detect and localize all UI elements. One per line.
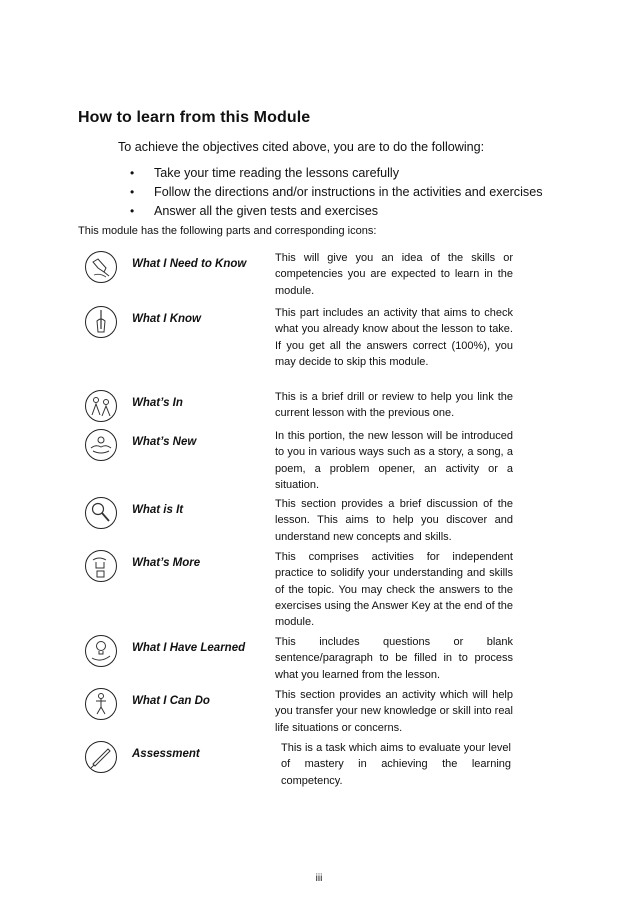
list-item: • Answer all the given tests and exercises [130,202,543,221]
figures-review-icon [84,389,118,423]
part-description: This section provides a brief discussion of the lesson. This aims to help you discover and understand new concepts and skills. [275,498,513,543]
intro-text: To achieve the objectives cited above, you are to do the following: [118,140,485,154]
part-description: This is a brief drill or review to help you link the current lesson with the previous one. [275,391,513,420]
figure-climbing-icon [84,687,118,721]
pen-up-icon [84,305,118,339]
part-name: What’s In [132,397,183,409]
hands-offering-icon [84,428,118,462]
list-item: • Take your time reading the lessons carefully [130,164,543,183]
part-name: What I Can Do [132,695,210,707]
part-description: This section provides an activity which will help you transfer your new knowledge or skill into real life situations or concerns. [275,689,513,734]
part-name: Assessment [132,748,200,760]
bullet-icon: • [130,204,135,218]
bullet-icon: • [130,166,135,180]
part-description: This includes questions or blank sentence/paragraph to be filled in to process what you learned from the lesson. [275,636,513,681]
part-description: This comprises activities for independent practice to solidify your understanding and skills of the topic. You may check the answers to the exercises using the Answer Key at the end of the module. [275,551,513,629]
magnifier-icon [84,496,118,530]
part-name: What I Need to Know [132,258,247,270]
part-name: What I Know [132,313,201,325]
part-name: What is It [132,504,184,516]
part-description: This is a task which aims to evaluate your level of mastery in achieving the learning competency. [281,742,511,787]
bullet-icon: • [130,185,135,199]
page-number: iii [315,873,323,884]
part-description: This part includes an activity that aims to check what you already know about the lesson to take. If you get all the answers correct (100%), you may decide to skip this module. [275,307,513,368]
lightbulb-hand-icon [84,634,118,668]
part-name: What I Have Learned [132,642,246,654]
instruction-list [130,164,543,221]
list-item: • Follow the directions and/or instructions in the activities and exercises [130,183,543,202]
part-name: What’s New [132,436,197,448]
parts-lead-text: This module has the following parts and corresponding icons: [78,225,377,237]
pen-writing-icon [84,740,118,774]
part-description: This will give you an idea of the skills or competencies you are expected to learn in the module. [275,252,513,297]
hand-writing-icon [84,250,118,284]
section-heading: How to learn from this Module [78,109,311,126]
watering-can-icon [84,549,118,583]
part-name: What’s More [132,557,201,569]
part-description: In this portion, the new lesson will be introduced to you in various ways such as a story, a song, a poem, a problem opener, an activity or a situation. [275,430,513,491]
